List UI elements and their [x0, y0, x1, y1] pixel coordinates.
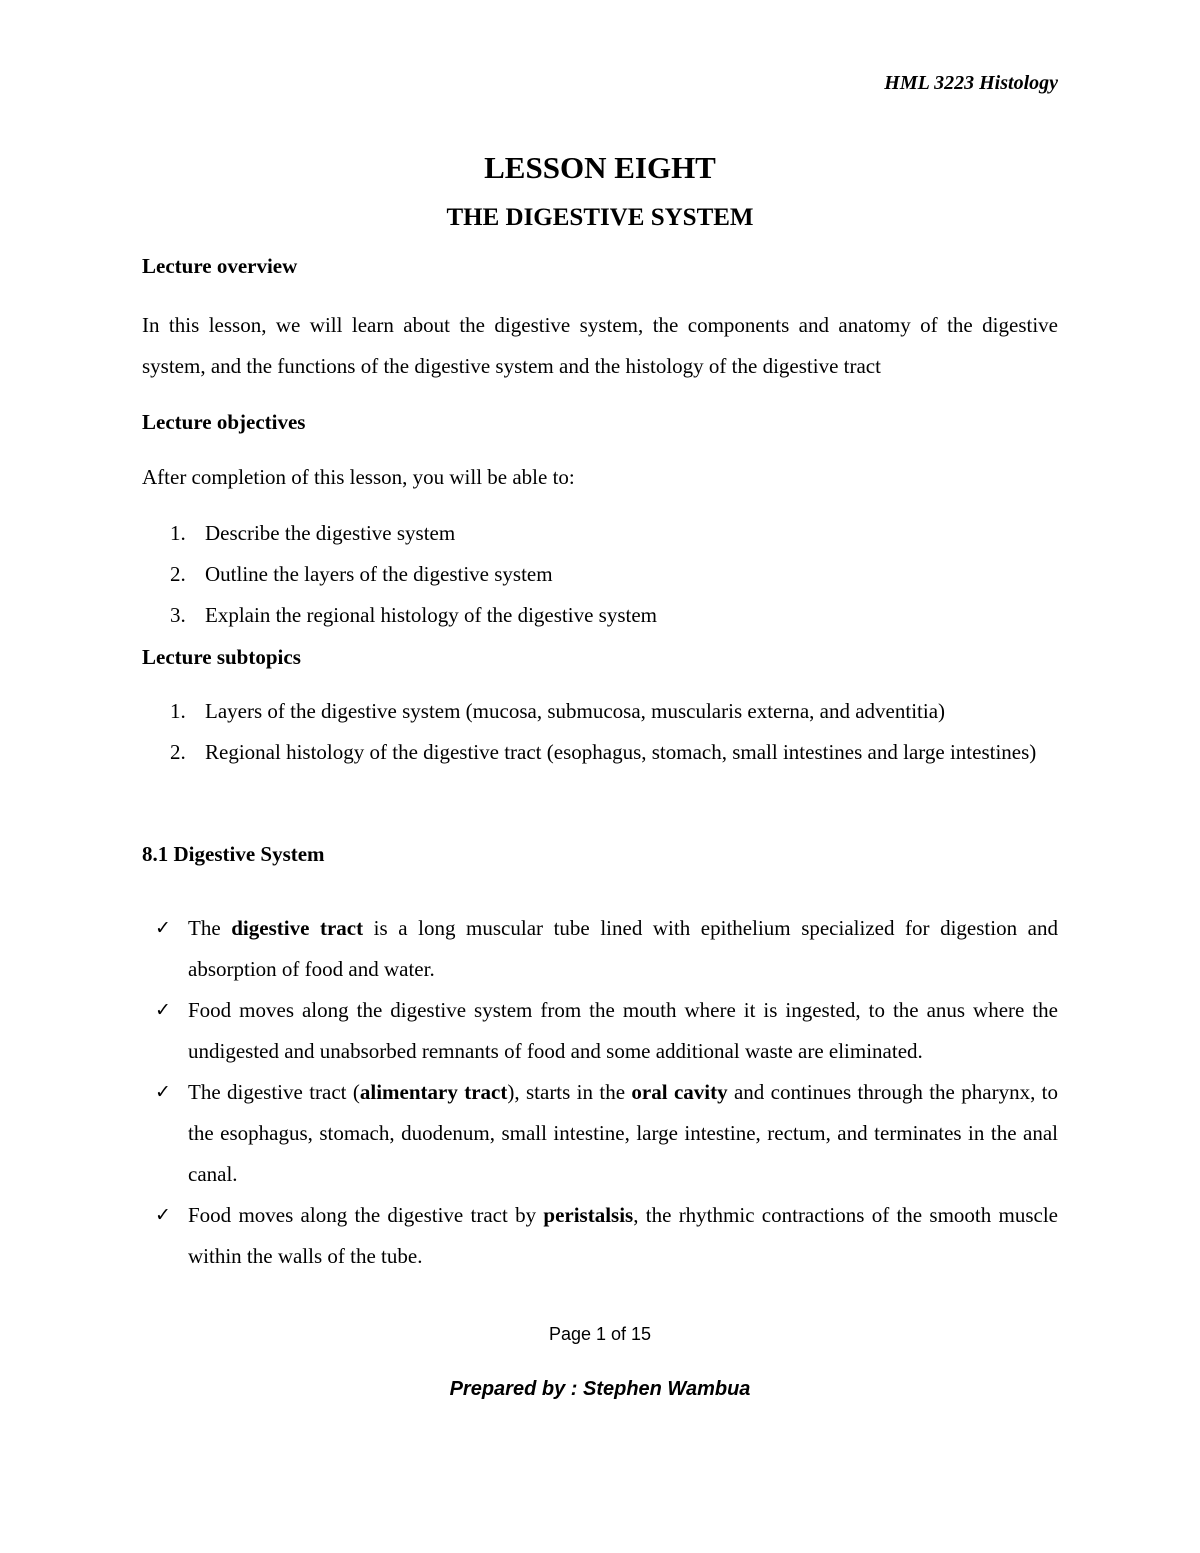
list-number: 1.: [170, 699, 186, 723]
list-item: ✓ The digestive tract is a long muscular tube lined with epithelium specialized for digestion and absorption of food and water.: [142, 908, 1058, 990]
list-number: 2.: [170, 562, 186, 586]
objectives-intro: After completion of this lesson, you will be able to:: [142, 465, 575, 489]
list-item-text: Regional histology of the digestive tract (esophagus, stomach, small intestines and large intestines): [205, 740, 1037, 764]
prepared-by: Prepared by : Stephen Wambua: [449, 1378, 751, 1400]
list-item-text: Explain the regional histology of the digestive system: [205, 603, 658, 627]
objectives-list: [142, 513, 1058, 636]
objectives-heading: Lecture objectives: [142, 410, 306, 434]
list-item-text: Describe the digestive system: [205, 521, 456, 545]
section-heading: 8.1 Digestive System: [142, 842, 325, 866]
list-item: [142, 732, 1058, 773]
term-peristalsis: peristalsis: [543, 1203, 634, 1227]
overview-heading: Lecture overview: [142, 254, 298, 278]
page-number: Page 1 of 15: [548, 1324, 652, 1344]
list-item: ✓ Food moves along the digestive system from the mouth where it is ingested, to the anus where the undigested and unabsorbed remnants of food and some additional waste are eliminated.: [142, 990, 1058, 1072]
check-mark-icon: ✓: [155, 1081, 171, 1103]
section-bullet-list: [142, 908, 1058, 1277]
term-oral-cavity: oral cavity: [631, 1080, 728, 1104]
overview-text: In this lesson, we will learn about the digestive system, the components and anatomy of the digestive system, and the functions of the digestive system and the histology of the digestive tract: [142, 313, 1058, 378]
list-item: [142, 554, 1058, 595]
check-mark-icon: ✓: [155, 1204, 171, 1226]
list-item: [142, 595, 1058, 636]
list-number: 3.: [170, 603, 186, 627]
subtopics-heading: Lecture subtopics: [142, 645, 301, 669]
list-item-text: Layers of the digestive system (mucosa, submucosa, muscularis externa, and adventitia): [205, 699, 946, 723]
running-header: HML 3223 Histology: [884, 72, 1058, 94]
lesson-title: LESSON EIGHT: [484, 150, 716, 185]
list-item: ✓ Food moves along the digestive tract by peristalsis, the rhythmic contractions of the smooth muscle within the walls of the tube.: [142, 1195, 1058, 1277]
subtopics-list: [142, 691, 1058, 773]
list-item: [142, 691, 1058, 732]
check-mark-icon: ✓: [155, 999, 171, 1021]
check-mark-icon: ✓: [155, 917, 171, 939]
list-number: 2.: [170, 740, 186, 764]
list-number: 1.: [170, 521, 186, 545]
list-item: [142, 513, 1058, 554]
lesson-subtitle: THE DIGESTIVE SYSTEM: [446, 204, 754, 231]
list-item: ✓ The digestive tract (alimentary tract), starts in the oral cavity and continues through the pharynx, to the esophagus, stomach, duodenum, small intestine, large intestine, rectum, and terminates in the anal canal.: [142, 1072, 1058, 1195]
term-digestive-tract: digestive tract: [231, 916, 364, 940]
term-alimentary-tract: alimentary tract: [359, 1080, 508, 1104]
list-item-text: Outline the layers of the digestive system: [205, 562, 553, 586]
